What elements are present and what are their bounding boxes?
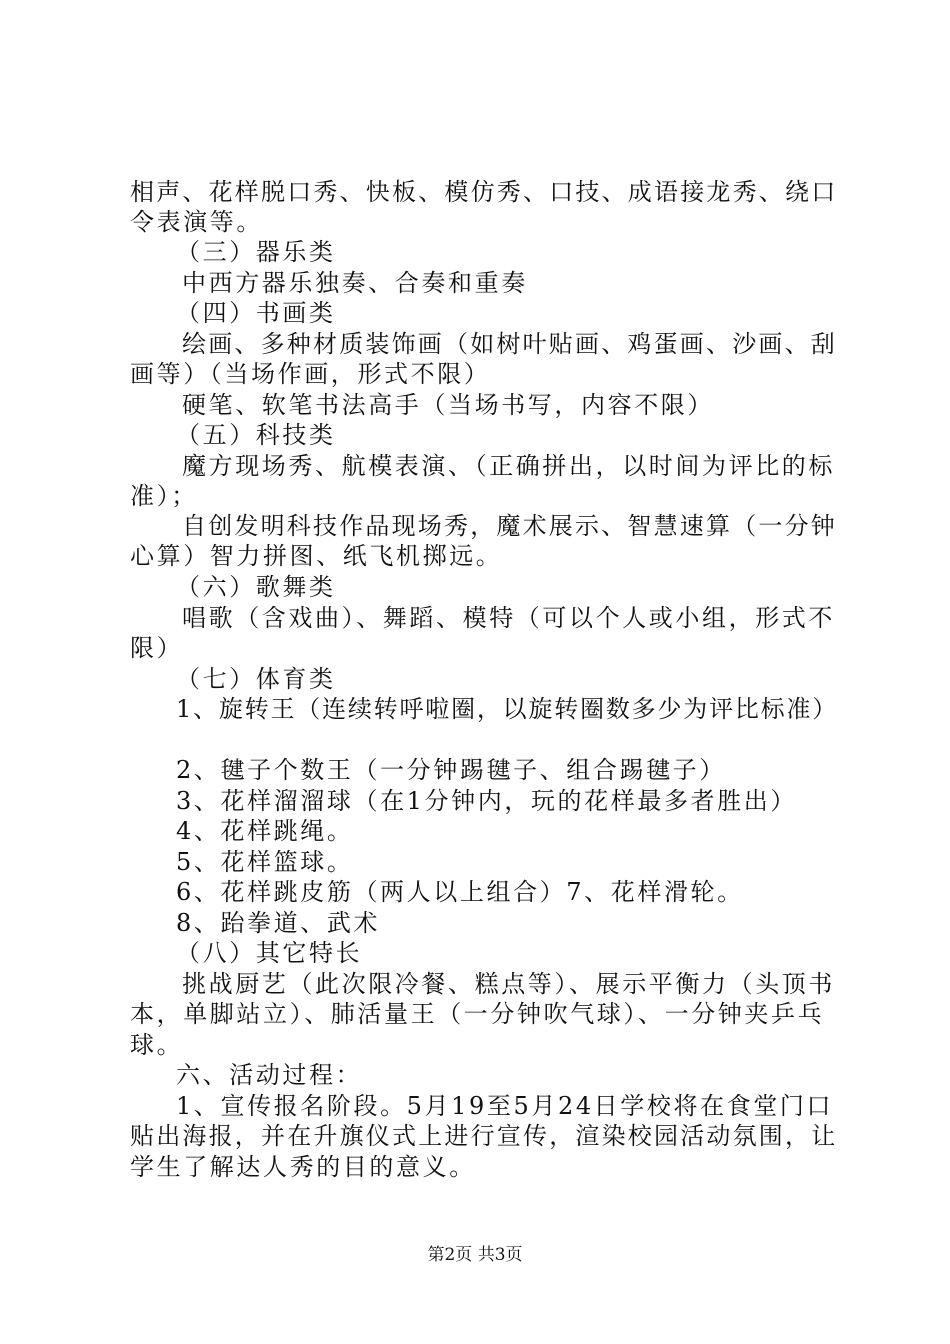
list-item: 5、花样篮球。 — [176, 848, 354, 876]
section-heading: 六、活动过程： — [176, 1061, 363, 1089]
text-line: 魔方现场秀、航模表演、（正确拼出，以时间为评比的标 — [182, 452, 835, 480]
list-item: 3、花样溜溜球（在1分钟内，玩的花样最多者胜出） — [176, 787, 797, 815]
text-line: 画等）（当场作画，形式不限） — [130, 360, 491, 388]
section-heading: （八）其它特长 — [176, 939, 363, 967]
text-line: 球。 — [130, 1031, 184, 1059]
text-line: 准）； — [130, 482, 198, 510]
text-line: 贴出海报，并在升旗仪式上进行宣传，渲染校园活动氛围，让 — [130, 1122, 838, 1150]
text-line: 硬笔、软笔书法高手（当场书写，内容不限） — [182, 391, 714, 419]
list-item: 8、跆拳道、武术 — [176, 909, 381, 937]
text-line: 心算）智力拼图、纸飞机掷远。 — [130, 542, 503, 570]
list-item: 4、花样跳绳。 — [176, 817, 354, 845]
list-item: 2、毽子个数王（一分钟踢毽子、组合踢毽子） — [176, 756, 726, 784]
text-line: 学生了解达人秀的目的意义。 — [130, 1153, 476, 1181]
text-line: 相声、花样脱口秀、快板、模仿秀、口技、成语接龙秀、绕口 — [130, 178, 838, 206]
text-line: 本，单脚站立）、肺活量王（一分钟吹气球）、一分钟夹乒乓 — [130, 1000, 825, 1028]
list-item: 6、花样跳皮筋（两人以上组合）7、花样滑轮。 — [176, 878, 744, 906]
text-line: 1、宣传报名阶段。5月19至5月24日学校将在食堂门口 — [176, 1092, 834, 1120]
text-line: 限） — [130, 634, 184, 662]
text-line: 自创发明科技作品现场秀，魔术展示、智慧速算（一分钟 — [182, 512, 837, 540]
text-line: 令表演等。 — [130, 208, 263, 236]
section-heading: （四）书画类 — [176, 299, 336, 327]
text-line: 中西方器乐独奏、合奏和重奏 — [182, 269, 528, 297]
section-heading: （六）歌舞类 — [176, 573, 336, 601]
text-line: 挑战厨艺（此次限冷餐、糕点等）、展示平衡力（头顶书 — [182, 970, 835, 998]
section-heading: （五）科技类 — [176, 421, 336, 449]
list-item: 1、旋转王（连续转呼啦圈，以旋转圈数多少为评比标准） — [176, 695, 839, 723]
text-line: 绘画、多种材质装饰画（如树叶贴画、鸡蛋画、沙画、刮 — [182, 330, 837, 358]
text-line: 唱歌（含戏曲）、舞蹈、模特（可以个人或小组，形式不 — [182, 604, 835, 632]
section-heading: （三）器乐类 — [176, 238, 336, 266]
section-heading: （七）体育类 — [176, 665, 336, 693]
page-footer: 第2页 共3页 — [427, 1245, 523, 1265]
